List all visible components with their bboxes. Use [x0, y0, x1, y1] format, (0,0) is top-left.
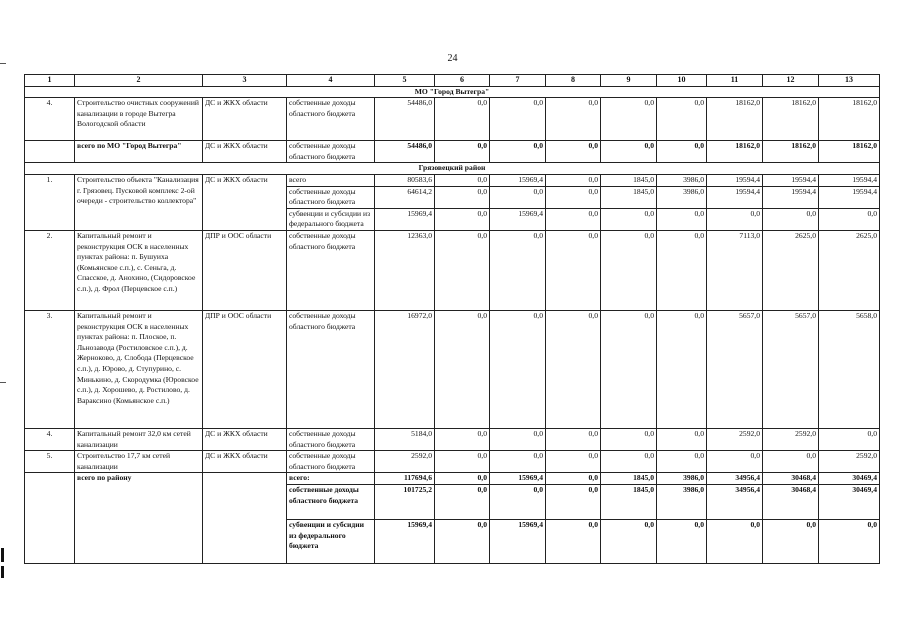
value-cell: 2625,0	[763, 230, 819, 310]
table-row	[25, 141, 880, 163]
funding-source: собственные доходы областного бюджета	[287, 310, 375, 428]
value-cell: 0,0	[546, 230, 601, 310]
value-cell: 1845,0	[601, 484, 657, 519]
value-cell: 0,0	[657, 519, 707, 563]
value-cell: 1845,0	[601, 186, 657, 208]
value-cell: 1845,0	[601, 174, 657, 186]
value-cell: 54486,0	[375, 98, 435, 141]
responsible-body: ДПР и ООС области	[203, 230, 287, 310]
value-cell: 3986,0	[657, 473, 707, 485]
value-cell: 1845,0	[601, 473, 657, 485]
value-cell: 0,0	[601, 451, 657, 473]
value-cell: 2592,0	[763, 428, 819, 450]
value-cell: 0,0	[601, 98, 657, 141]
value-cell: 0,0	[490, 310, 546, 428]
value-cell: 0,0	[819, 428, 880, 450]
value-cell: 0,0	[546, 141, 601, 163]
value-cell: 0,0	[657, 98, 707, 141]
value-cell: 15969,4	[490, 174, 546, 186]
responsible-body: ДС и ЖКХ области	[203, 451, 287, 473]
value-cell: 2592,0	[707, 428, 763, 450]
funding-source: собственные доходы областного бюджета	[287, 451, 375, 473]
value-cell: 0,0	[546, 428, 601, 450]
value-cell: 19594,4	[819, 174, 880, 186]
value-cell: 0,0	[707, 451, 763, 473]
value-cell: 0,0	[546, 208, 601, 230]
value-cell: 0,0	[657, 428, 707, 450]
row-number	[25, 141, 75, 163]
value-cell: 101725,2	[375, 484, 435, 519]
value-cell: 0,0	[435, 98, 490, 141]
value-cell: 0,0	[546, 174, 601, 186]
column-header: 1	[25, 75, 75, 87]
value-cell: 0,0	[657, 230, 707, 310]
row-number: 5.	[25, 451, 75, 473]
value-cell: 0,0	[490, 428, 546, 450]
value-cell: 0,0	[763, 451, 819, 473]
funding-source: субвенции и субсидии из федерального бюджета	[287, 519, 375, 563]
column-header: 11	[707, 75, 763, 87]
value-cell: 18162,0	[763, 98, 819, 141]
funding-source: собственные доходы областного бюджета	[287, 484, 375, 519]
row-title: Капитальный ремонт 32,0 км сетей канализации	[75, 428, 203, 450]
row-title: Строительство объекта "Канализация г. Грязовец. Пусковой комплекс 2-ой очереди - строительство коллектора"	[75, 174, 203, 230]
funding-source: собственные доходы областного бюджета	[287, 230, 375, 310]
value-cell: 0,0	[435, 473, 490, 485]
value-cell: 0,0	[657, 310, 707, 428]
value-cell: 0,0	[490, 484, 546, 519]
scan-margin-mark	[0, 63, 6, 64]
value-cell: 0,0	[546, 310, 601, 428]
total-number-cell	[25, 473, 75, 564]
region-row	[25, 86, 880, 98]
value-cell: 0,0	[601, 208, 657, 230]
column-header: 8	[546, 75, 601, 87]
value-cell: 0,0	[490, 98, 546, 141]
value-cell: 0,0	[707, 519, 763, 563]
total-row	[25, 473, 880, 485]
value-cell: 0,0	[763, 519, 819, 563]
value-cell: 0,0	[546, 519, 601, 563]
value-cell: 0,0	[601, 141, 657, 163]
page-number: 24	[447, 53, 458, 64]
value-cell: 0,0	[546, 98, 601, 141]
region-title: МО "Город Вытегра"	[25, 86, 880, 98]
value-cell: 18162,0	[819, 141, 880, 163]
value-cell: 0,0	[601, 428, 657, 450]
value-cell: 15969,4	[490, 519, 546, 563]
value-cell: 0,0	[546, 484, 601, 519]
value-cell: 0,0	[601, 519, 657, 563]
value-cell: 0,0	[490, 230, 546, 310]
responsible-body: ДС и ЖКХ области	[203, 141, 287, 163]
value-cell: 0,0	[435, 310, 490, 428]
row-number: 4.	[25, 98, 75, 141]
value-cell: 7113,0	[707, 230, 763, 310]
funding-source: собственные доходы областного бюджета	[287, 186, 375, 208]
region-row	[25, 163, 880, 175]
value-cell: 19594,4	[707, 186, 763, 208]
column-header: 9	[601, 75, 657, 87]
value-cell: 0,0	[490, 186, 546, 208]
row-title: Капитальный ремонт и реконструкция ОСК в населенных пунктах района: п. Бушуиха (Комьянское с.п.), с. Сеньга, д. Спасское, д. Анохино, (Сидоровское с.п.), д. Фрол (Перцевское с.п.)	[75, 230, 203, 310]
value-cell: 19594,4	[763, 174, 819, 186]
value-cell: 3986,0	[657, 186, 707, 208]
responsible-body: ДС и ЖКХ области	[203, 174, 287, 230]
value-cell: 18162,0	[819, 98, 880, 141]
row-number: 4.	[25, 428, 75, 450]
value-cell: 34956,4	[707, 484, 763, 519]
value-cell: 5657,0	[763, 310, 819, 428]
column-header: 7	[490, 75, 546, 87]
value-cell: 30468,4	[763, 473, 819, 485]
value-cell: 18162,0	[707, 98, 763, 141]
value-cell: 18162,0	[763, 141, 819, 163]
funding-source: собственные доходы областного бюджета	[287, 428, 375, 450]
table-row	[25, 230, 880, 310]
total-title: всего по району	[75, 473, 203, 564]
value-cell: 0,0	[435, 451, 490, 473]
value-cell: 54486,0	[375, 141, 435, 163]
column-header: 2	[75, 75, 203, 87]
funding-source: субвенции и субсидии из федерального бюджета	[287, 208, 375, 230]
value-cell: 2592,0	[819, 451, 880, 473]
value-cell: 0,0	[490, 451, 546, 473]
table-row	[25, 310, 880, 428]
value-cell: 0,0	[546, 451, 601, 473]
value-cell: 0,0	[490, 141, 546, 163]
value-cell: 3986,0	[657, 174, 707, 186]
column-header: 3	[203, 75, 287, 87]
budget-table	[24, 74, 880, 564]
funding-source: всего:	[287, 473, 375, 485]
funding-source: всего	[287, 174, 375, 186]
column-header: 5	[375, 75, 435, 87]
value-cell: 2592,0	[375, 451, 435, 473]
value-cell: 0,0	[819, 519, 880, 563]
value-cell: 0,0	[435, 428, 490, 450]
value-cell: 30469,4	[819, 484, 880, 519]
responsible-body: ДС и ЖКХ области	[203, 98, 287, 141]
column-header: 6	[435, 75, 490, 87]
value-cell: 0,0	[819, 208, 880, 230]
value-cell: 0,0	[435, 519, 490, 563]
value-cell: 0,0	[546, 473, 601, 485]
value-cell: 0,0	[601, 230, 657, 310]
row-title: всего по МО "Город Вытегра"	[75, 141, 203, 163]
value-cell: 5657,0	[707, 310, 763, 428]
value-cell: 3986,0	[657, 484, 707, 519]
row-number: 3.	[25, 310, 75, 428]
value-cell: 19594,4	[763, 186, 819, 208]
scan-margin-mark	[1, 566, 4, 578]
value-cell: 15969,4	[375, 519, 435, 563]
row-title: Строительство 17,7 км сетей канализации	[75, 451, 203, 473]
value-cell: 18162,0	[707, 141, 763, 163]
funding-source: собственные доходы областного бюджета	[287, 141, 375, 163]
value-cell: 0,0	[435, 186, 490, 208]
value-cell: 0,0	[601, 310, 657, 428]
value-cell: 30468,4	[763, 484, 819, 519]
row-number: 2.	[25, 230, 75, 310]
responsible-body: ДС и ЖКХ области	[203, 428, 287, 450]
row-number: 1.	[25, 174, 75, 230]
value-cell: 0,0	[546, 186, 601, 208]
value-cell: 0,0	[435, 230, 490, 310]
value-cell: 34956,4	[707, 473, 763, 485]
column-header: 10	[657, 75, 707, 87]
value-cell: 15969,4	[490, 208, 546, 230]
table-row	[25, 428, 880, 450]
value-cell: 0,0	[657, 141, 707, 163]
column-header: 4	[287, 75, 375, 87]
value-cell: 30469,4	[819, 473, 880, 485]
table-row	[25, 451, 880, 473]
column-header-row	[25, 75, 880, 87]
value-cell: 12363,0	[375, 230, 435, 310]
row-title: Капитальный ремонт и реконструкция ОСК в населенных пунктах района: п. Плоское, п. Льнозавода (Ростиловское с.п.), д. Жерноково, д. Слобода (Перцевское с.п.), д. Юрово, д. Ступурино, с. Минькино, д. Скородумка (Юровское с.п.), д. Хорошево, д. Ростилово, д. Вараксино (Комьянское с.п.)	[75, 310, 203, 428]
total-responsible-cell	[203, 473, 287, 564]
column-header: 12	[763, 75, 819, 87]
value-cell: 64614,2	[375, 186, 435, 208]
value-cell: 19594,4	[819, 186, 880, 208]
value-cell: 0,0	[657, 208, 707, 230]
value-cell: 2625,0	[819, 230, 880, 310]
value-cell: 0,0	[435, 141, 490, 163]
value-cell: 16972,0	[375, 310, 435, 428]
funding-source: собственные доходы областного бюджета	[287, 98, 375, 141]
value-cell: 80583,6	[375, 174, 435, 186]
value-cell: 0,0	[763, 208, 819, 230]
value-cell: 15969,4	[490, 473, 546, 485]
value-cell: 0,0	[707, 208, 763, 230]
value-cell: 0,0	[435, 174, 490, 186]
value-cell: 0,0	[657, 451, 707, 473]
scan-margin-mark	[1, 548, 4, 562]
region-title: Грязовецкий район	[25, 163, 880, 175]
value-cell: 19594,4	[707, 174, 763, 186]
value-cell: 117694,6	[375, 473, 435, 485]
column-header: 13	[819, 75, 880, 87]
row-title: Строительство очистных сооружений канализации в городе Вытегра Вологодской области	[75, 98, 203, 141]
table-row	[25, 98, 880, 141]
value-cell: 0,0	[435, 208, 490, 230]
responsible-body: ДПР и ООС области	[203, 310, 287, 428]
value-cell: 0,0	[435, 484, 490, 519]
table-row	[25, 174, 880, 186]
value-cell: 15969,4	[375, 208, 435, 230]
value-cell: 5658,0	[819, 310, 880, 428]
scan-margin-mark	[0, 382, 6, 383]
value-cell: 5184,0	[375, 428, 435, 450]
